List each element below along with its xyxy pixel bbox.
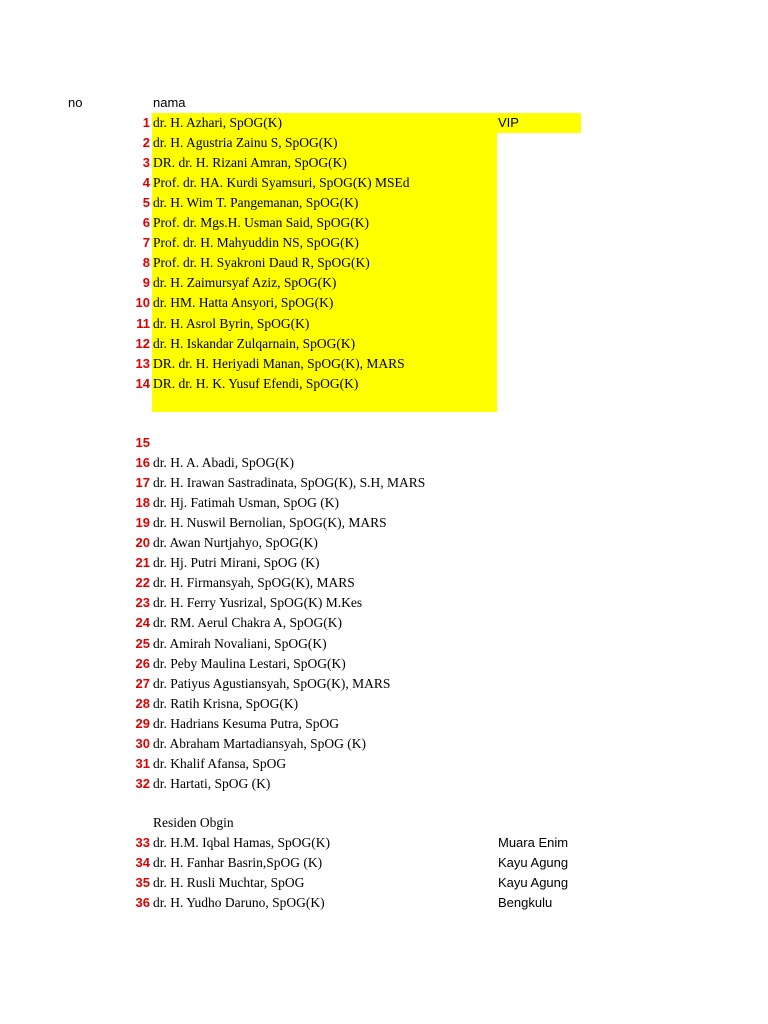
doctor-name: dr. Khalif Afansa, SpOG	[153, 756, 287, 771]
row-note: Kayu Agung	[498, 875, 569, 890]
row-number: 12	[135, 336, 150, 351]
list-item	[0, 833, 768, 853]
doctor-name: dr. Hadrians Kesuma Putra, SpOG	[153, 716, 339, 731]
doctor-name: dr. Hj. Putri Mirani, SpOG (K)	[153, 555, 320, 570]
doctor-name: dr. H. Irawan Sastradinata, SpOG(K), S.H, MARS	[153, 475, 426, 490]
list-item	[0, 654, 768, 674]
row-number: 3	[142, 155, 150, 170]
doctor-name: dr. H. Fanhar Basrin,SpOG (K)	[153, 855, 323, 870]
doctor-name: Prof. dr. H. Mahyuddin NS, SpOG(K)	[153, 235, 359, 250]
row-number: 21	[135, 555, 150, 570]
list-item	[0, 893, 768, 913]
doctor-name: dr. Abraham Martadiansyah, SpOG (K)	[153, 736, 366, 751]
row-number: 35	[135, 875, 150, 890]
list-item	[0, 213, 768, 233]
list-item	[0, 714, 768, 734]
list-item	[0, 853, 768, 873]
row-number: 24	[135, 615, 150, 630]
column-header-no: no	[68, 95, 83, 110]
list-item	[0, 153, 768, 173]
list-item	[0, 473, 768, 493]
list-item	[0, 573, 768, 593]
row-number: 1	[142, 115, 150, 130]
doctor-name: DR. dr. H. Heriyadi Manan, SpOG(K), MARS	[153, 356, 405, 371]
list-item	[0, 233, 768, 253]
row-number: 33	[135, 835, 150, 850]
row-number: 11	[136, 316, 150, 331]
doctor-name: dr. H. Asrol Byrin, SpOG(K)	[153, 316, 310, 331]
row-number: 6	[142, 215, 150, 230]
list-item	[0, 734, 768, 754]
doctor-name: dr. H. Nuswil Bernolian, SpOG(K), MARS	[153, 515, 387, 530]
row-number: 2	[142, 135, 150, 150]
list-item	[0, 533, 768, 553]
list-item	[0, 694, 768, 714]
doctor-name: Prof. dr. H. Syakroni Daud R, SpOG(K)	[153, 255, 370, 270]
list-item	[0, 334, 768, 354]
row-number: 36	[135, 895, 150, 910]
doctor-name: dr. H. Wim T. Pangemanan, SpOG(K)	[153, 195, 359, 210]
row-number: 7	[142, 235, 150, 250]
doctor-name: dr. Patiyus Agustiansyah, SpOG(K), MARS	[153, 676, 391, 691]
list-item	[0, 374, 768, 394]
row-note: Kayu Agung	[498, 855, 569, 870]
column-header-nama: nama	[153, 95, 186, 110]
row-number: 20	[135, 535, 150, 550]
list-item	[0, 553, 768, 573]
list-item	[0, 774, 768, 794]
row-note: Bengkulu	[498, 895, 553, 910]
list-item	[0, 873, 768, 893]
doctor-name: dr. H. Rusli Muchtar, SpOG	[153, 875, 305, 890]
doctor-name: dr. H. Firmansyah, SpOG(K), MARS	[153, 575, 355, 590]
list-item	[0, 293, 768, 313]
list-item	[0, 113, 768, 133]
doctor-name: dr. Awan Nurtjahyo, SpOG(K)	[153, 535, 318, 550]
list-item	[0, 253, 768, 273]
list-item	[0, 613, 768, 633]
row-number: 5	[142, 195, 150, 210]
row-number: 23	[135, 595, 150, 610]
row-number: 29	[135, 716, 150, 731]
residen-section-title: Residen Obgin	[153, 815, 234, 830]
list-item	[0, 493, 768, 513]
doctor-name: dr. Hartati, SpOG (K)	[153, 776, 271, 791]
row-number: 13	[135, 356, 150, 371]
list-item	[0, 354, 768, 374]
doctor-name: dr. Amirah Novaliani, SpOG(K)	[153, 636, 327, 651]
row-number: 17	[135, 475, 150, 490]
row-number: 19	[135, 515, 150, 530]
doctor-name: dr. H. Zaimursyaf Aziz, SpOG(K)	[153, 275, 337, 290]
row-number: 30	[135, 736, 150, 751]
list-item	[0, 133, 768, 153]
row-number: 28	[135, 696, 150, 711]
row-number: 4	[142, 175, 150, 190]
doctor-name: dr. Ratih Krisna, SpOG(K)	[153, 696, 299, 711]
doctor-name: dr. H.M. Iqbal Hamas, SpOG(K)	[153, 835, 330, 850]
row-number: 14	[135, 376, 150, 391]
row-number: 22	[135, 575, 150, 590]
doctor-name: dr. H. A. Abadi, SpOG(K)	[153, 455, 294, 470]
row-note: VIP	[498, 115, 519, 130]
row-number: 15	[135, 435, 150, 450]
doctor-name: dr. HM. Hatta Ansyori, SpOG(K)	[153, 295, 334, 310]
doctor-name: dr. Hj. Fatimah Usman, SpOG (K)	[153, 495, 339, 510]
doctor-name: DR. dr. H. Rizani Amran, SpOG(K)	[153, 155, 347, 170]
row-number: 26	[135, 656, 150, 671]
doctor-name: dr. H. Yudho Daruno, SpOG(K)	[153, 895, 325, 910]
doctor-name: dr. H. Ferry Yusrizal, SpOG(K) M.Kes	[153, 595, 363, 610]
list-item	[0, 513, 768, 533]
row-number: 18	[135, 495, 150, 510]
list-item	[0, 314, 768, 334]
doctor-name: dr. Peby Maulina Lestari, SpOG(K)	[153, 656, 346, 671]
doctor-name: dr. H. Iskandar Zulqarnain, SpOG(K)	[153, 336, 356, 351]
doctor-name: dr. H. Agustria Zainu S, SpOG(K)	[153, 135, 338, 150]
list-item	[0, 674, 768, 694]
list-item	[0, 273, 768, 293]
row-number: 9	[142, 275, 150, 290]
row-number: 31	[135, 756, 150, 771]
list-item	[0, 453, 768, 473]
list-item	[0, 193, 768, 213]
list-item	[0, 754, 768, 774]
row-number: 32	[135, 776, 150, 791]
list-item	[0, 593, 768, 613]
row-number: 27	[135, 676, 150, 691]
list-item	[0, 433, 768, 453]
doctor-name: DR. dr. H. K. Yusuf Efendi, SpOG(K)	[153, 376, 359, 391]
list-item	[0, 634, 768, 654]
doctor-name: dr. RM. Aerul Chakra A, SpOG(K)	[153, 615, 342, 630]
list-item	[0, 173, 768, 193]
row-number: 8	[142, 255, 150, 270]
row-number: 34	[135, 855, 150, 870]
doctor-name: Prof. dr. Mgs.H. Usman Said, SpOG(K)	[153, 215, 369, 230]
row-number: 16	[135, 455, 150, 470]
row-number: 25	[135, 636, 150, 651]
row-note: Muara Enim	[498, 835, 569, 850]
doctor-name: dr. H. Azhari, SpOG(K)	[153, 115, 282, 130]
row-number: 10	[135, 295, 150, 310]
doctor-name: Prof. dr. HA. Kurdi Syamsuri, SpOG(K) MSEd	[153, 175, 410, 190]
